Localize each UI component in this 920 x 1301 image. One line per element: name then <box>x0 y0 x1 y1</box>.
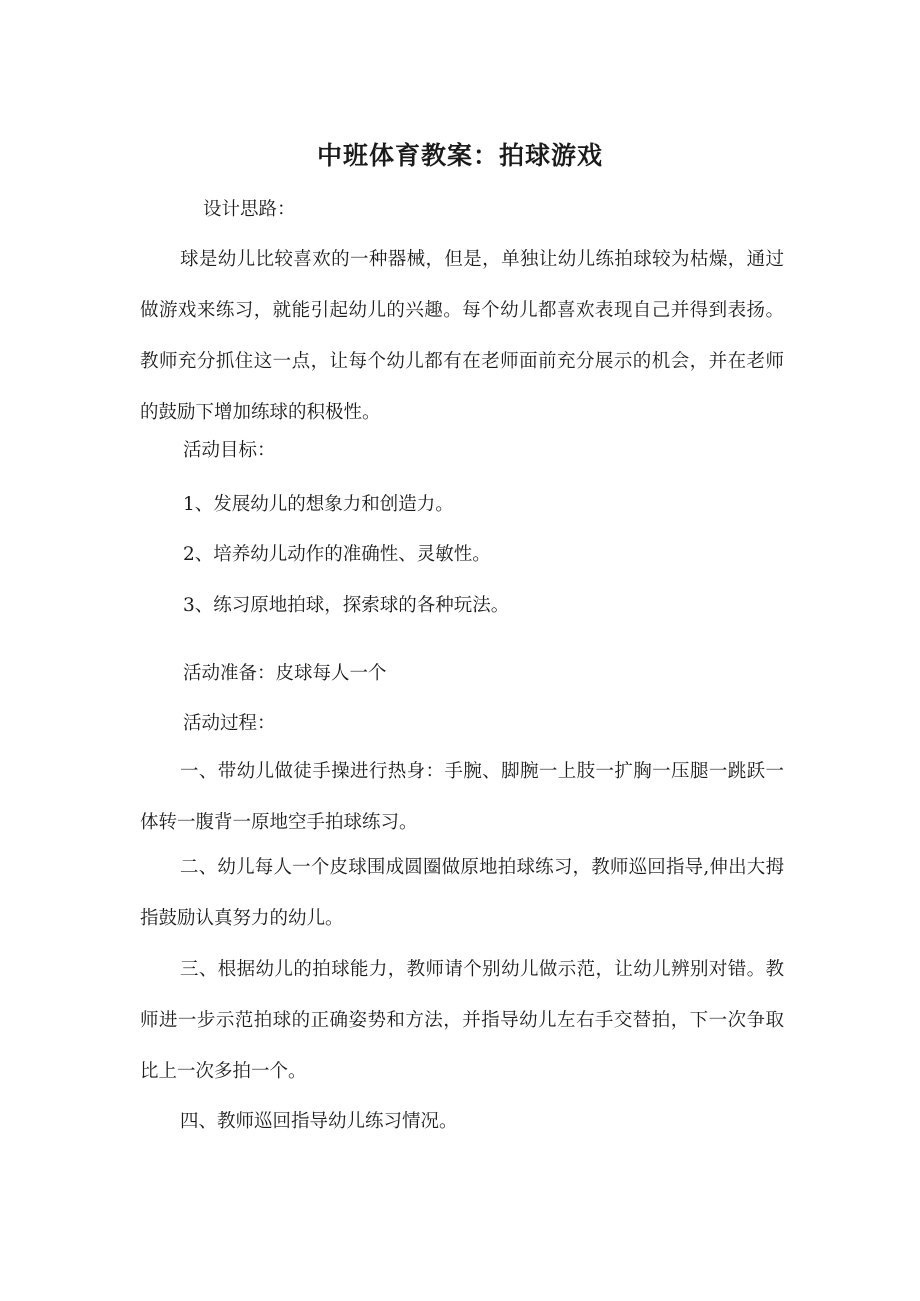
goals-heading: 活动目标： <box>183 440 276 461</box>
goal-item-3: 3、练习原地拍球，探索球的各种玩法。 <box>183 595 510 616</box>
design-paragraph: 球是幼儿比较喜欢的一种器械，但是，单独让幼儿练拍球较为枯燥，通过做游戏来练习，就能引起幼儿的兴趣。每个幼儿都喜欢表现自己并得到表扬。教师充分抓住这一点，让每个幼儿都有在老师面前充分展示的机会，并在老师的鼓励下增加练球的积极性。 <box>140 249 784 423</box>
goal-item-1: 1、发展幼儿的想象力和创造力。 <box>183 494 454 515</box>
preparation-line: 活动准备：皮球每人一个 <box>183 663 387 684</box>
process-step-1: 一、带幼儿做徒手操进行热身：手腕、脚腕一上肢一扩胸一压腿一跳跃一体转一腹背一原地空手拍球练习。 <box>140 761 784 833</box>
process-step-3: 三、根据幼儿的拍球能力，教师请个别幼儿做示范，让幼儿辨别对错。教师进一步示范拍球的正确姿势和方法，并指导幼儿左右手交替拍，下一次争取比上一次多拍一个。 <box>140 959 784 1082</box>
design-heading: 设计思路： <box>203 199 296 220</box>
process-heading: 活动过程： <box>183 713 276 734</box>
process-step-2: 二、幼儿每人一个皮球围成圆圈做原地拍球练习，教师巡回指导,伸出大拇指鼓励认真努力的幼儿。 <box>140 857 784 929</box>
goal-item-2: 2、培养幼儿动作的准确性、灵敏性。 <box>183 544 491 565</box>
process-step-4: 四、教师巡回指导幼儿练习情况。 <box>180 1111 458 1132</box>
document-title: 中班体育教案：拍球游戏 <box>316 141 603 170</box>
